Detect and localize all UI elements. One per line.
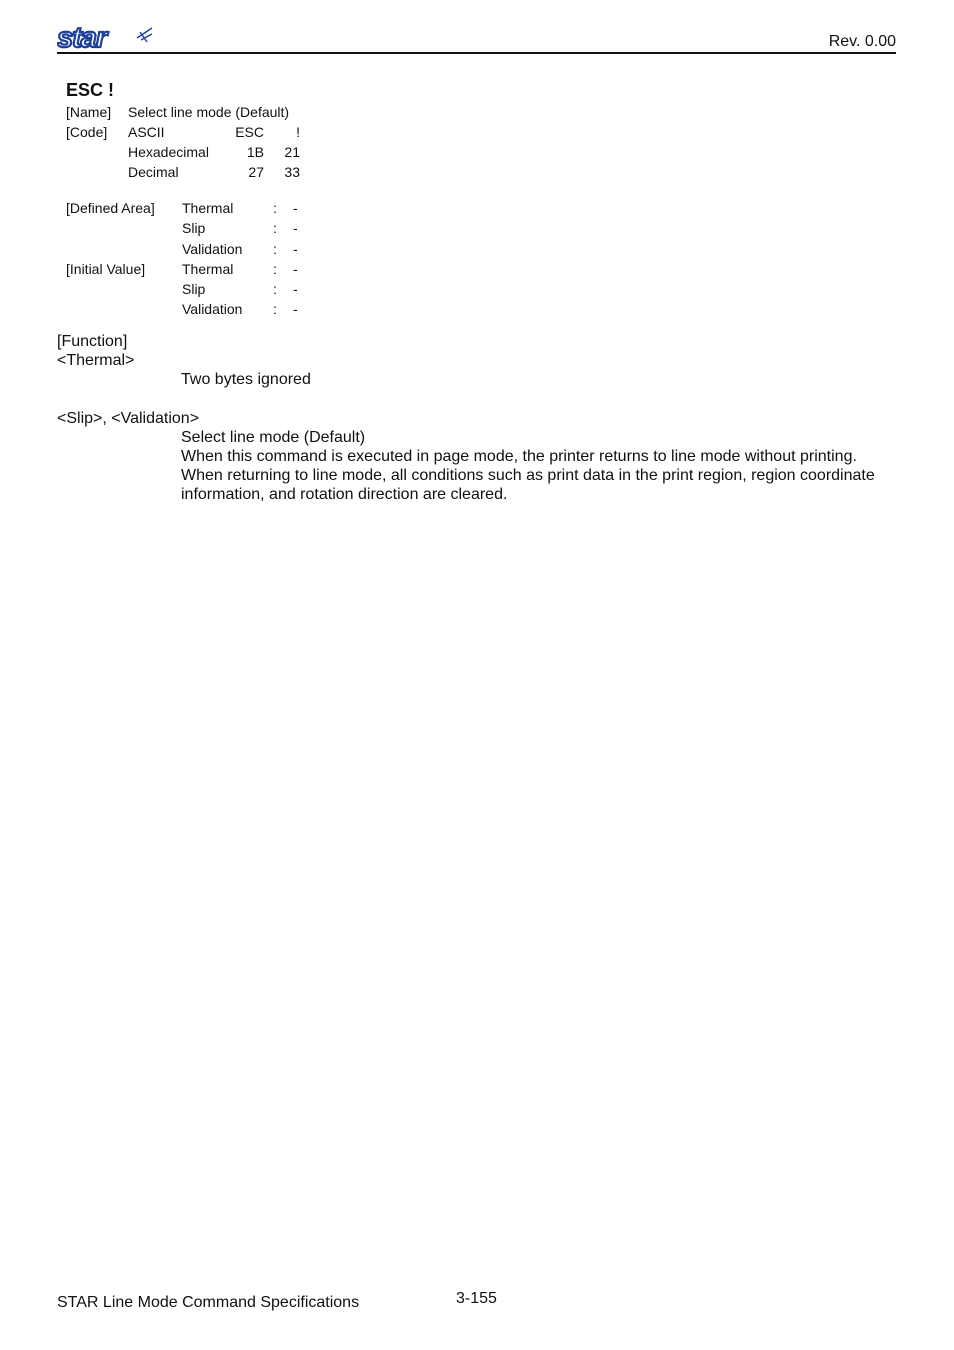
- name-value: Select line mode (Default): [128, 104, 290, 120]
- command-title: ESC !: [66, 80, 115, 100]
- initial-value-mode: Thermal: [182, 261, 234, 277]
- defined-area-value: -: [293, 220, 298, 236]
- thermal-heading: <Thermal>: [57, 352, 135, 369]
- slip-line: When this command is executed in page mode, the printer returns to line mode without printing.: [181, 448, 857, 465]
- code-format: ASCII: [128, 124, 165, 140]
- slip-validation-heading: <Slip>, <Validation>: [57, 410, 200, 427]
- code-value-1: 27: [248, 164, 264, 180]
- logo-wordmark: star: [57, 24, 107, 52]
- initial-value-mode: Validation: [182, 301, 243, 317]
- defined-area-label: [Defined Area]: [66, 200, 155, 216]
- function-label: [Function]: [57, 333, 128, 350]
- code-value-1: 1B: [246, 144, 264, 160]
- thermal-text: Two bytes ignored: [181, 371, 311, 388]
- defined-area-mode: Thermal: [182, 200, 234, 216]
- slip-line: Select line mode (Default): [181, 429, 366, 446]
- initial-value-mode: Slip: [182, 281, 206, 297]
- star-logo: [57, 24, 153, 52]
- initial-value-value: -: [293, 261, 298, 277]
- page-number: 3-155: [456, 1290, 497, 1307]
- defined-area-mode: Slip: [182, 220, 206, 236]
- code-format: Hexadecimal: [128, 144, 209, 160]
- code-value-2: !: [296, 124, 300, 140]
- defined-area-colon: :: [273, 241, 277, 257]
- defined-area-value: -: [293, 241, 298, 257]
- defined-area-value: -: [293, 200, 298, 216]
- header-rule: [57, 52, 896, 54]
- code-value-2: 33: [284, 164, 300, 180]
- initial-value-colon: :: [273, 301, 277, 317]
- code-value-2: 21: [284, 144, 300, 160]
- defined-area-colon: :: [273, 220, 277, 236]
- slip-line: When returning to line mode, all conditions such as print data in the print region, region coordinate: [181, 467, 875, 484]
- code-format: Decimal: [128, 164, 179, 180]
- initial-value-colon: :: [273, 281, 277, 297]
- initial-value-colon: :: [273, 261, 277, 277]
- logo-star-mark: [137, 28, 152, 42]
- initial-value-value: -: [293, 301, 298, 317]
- revision-label: Rev. 0.00: [828, 33, 896, 50]
- initial-value-label: [Initial Value]: [66, 261, 146, 277]
- code-value-1: ESC: [235, 124, 264, 140]
- name-label: [Name]: [66, 104, 112, 120]
- defined-area-colon: :: [273, 200, 277, 216]
- code-label: [Code]: [66, 124, 108, 140]
- defined-area-mode: Validation: [182, 241, 243, 257]
- slip-line: information, and rotation direction are cleared.: [181, 486, 508, 503]
- footer-doc-title: STAR Line Mode Command Specifications: [57, 1294, 360, 1311]
- initial-value-value: -: [293, 281, 298, 297]
